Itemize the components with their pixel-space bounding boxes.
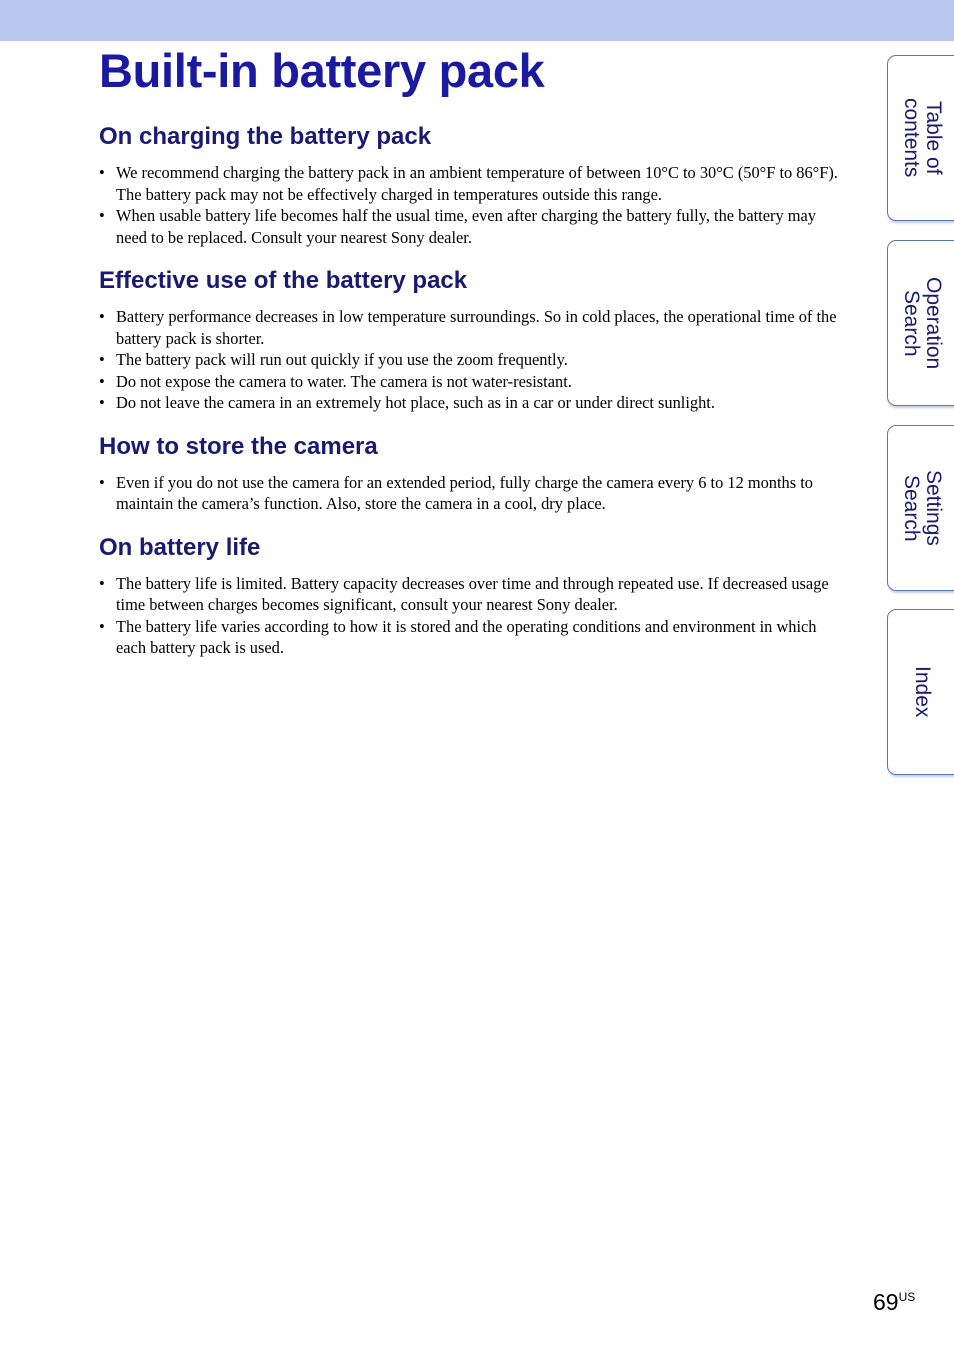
section-effective-use bbox=[99, 262, 849, 414]
tab-settings-search[interactable] bbox=[887, 425, 954, 591]
section-heading: On charging the battery pack bbox=[99, 123, 432, 150]
page-title: Built-in battery pack bbox=[99, 44, 545, 97]
tab-label: Operation Search bbox=[900, 276, 945, 370]
tab-table-of-contents[interactable] bbox=[887, 55, 954, 221]
tab-label: Index bbox=[911, 666, 934, 718]
main-content bbox=[99, 118, 849, 673]
section-storage bbox=[99, 428, 849, 515]
top-accent-band bbox=[0, 0, 954, 41]
tab-label: Table of contents bbox=[900, 98, 945, 178]
list-item: • The battery life is limited. Battery capacity decreases over time and through repeated use. If decreased usage time between charges becomes significant, consult your nearest Sony dealer. bbox=[99, 573, 849, 616]
tab-index[interactable] bbox=[887, 609, 954, 775]
page-number bbox=[873, 1289, 915, 1316]
tab-operation-search[interactable] bbox=[887, 240, 954, 406]
bullet-list bbox=[99, 162, 849, 248]
list-item: • Do not leave the camera in an extremely hot place, such as in a car or under direct sunlight. bbox=[99, 392, 849, 414]
list-item: • We recommend charging the battery pack in an ambient temperature of between 10°C to 30°C (50°F to 86°F). The battery pack may not be effectively charged in temperatures outside this range. bbox=[99, 162, 849, 205]
section-heading: Effective use of the battery pack bbox=[99, 267, 468, 294]
section-heading: How to store the camera bbox=[99, 432, 378, 460]
bullet-list bbox=[99, 306, 849, 414]
page-number-value: 69 bbox=[873, 1289, 899, 1315]
list-item: • Battery performance decreases in low temperature surroundings. So in cold places, the operational time of the battery pack is shorter. bbox=[99, 306, 849, 349]
list-item: • The battery life varies according to how it is stored and the operating conditions and environment in which each battery pack is used. bbox=[99, 616, 849, 659]
section-battery-life bbox=[99, 529, 849, 659]
list-item: • Do not expose the camera to water. The camera is not water-resistant. bbox=[99, 371, 849, 393]
page-number-suffix: US bbox=[898, 1290, 916, 1304]
section-charging bbox=[99, 118, 849, 248]
tab-label: Settings Search bbox=[900, 470, 945, 546]
bullet-list bbox=[99, 472, 849, 515]
section-heading: On battery life bbox=[99, 533, 261, 561]
list-item: • The battery pack will run out quickly if you use the zoom frequently. bbox=[99, 349, 849, 371]
bullet-list bbox=[99, 573, 849, 659]
list-item: • Even if you do not use the camera for an extended period, fully charge the camera every 6 to 12 months to maintain the camera’s function. Also, store the camera in a cool, dry place. bbox=[99, 472, 849, 515]
list-item: • When usable battery life becomes half the usual time, even after charging the battery fully, the battery may need to be replaced. Consult your nearest Sony dealer. bbox=[99, 205, 849, 248]
